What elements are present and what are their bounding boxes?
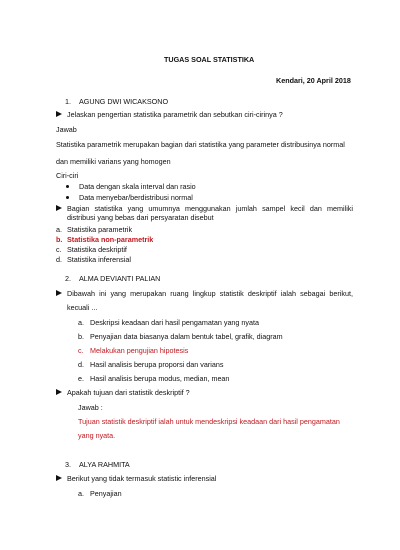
answer-1-line-2: dan memiliki varians yang homogen xyxy=(56,157,171,166)
option-marker: a. xyxy=(78,489,84,498)
section-1-question-2-line-2: distribusi yang bebas dari persyaratan disebut xyxy=(67,213,214,222)
document-title: TUGAS SOAL STATISTIKA xyxy=(164,55,255,64)
section-3-question-1: Berikut yang tidak termasuk statistic inferensial xyxy=(67,474,217,483)
section-2-number: 2. xyxy=(65,274,71,283)
answer-2-line-2: yang nyata. xyxy=(78,431,116,440)
option-e: Hasil analisis berupa modus, median, mean xyxy=(90,374,230,383)
document-date: Kendari, 20 April 2018 xyxy=(276,76,351,85)
option-marker: b. xyxy=(56,235,63,244)
answer-2-line-1: Tujuan statistik deskriptif ialah untuk mendeskripsi keadaan dari hasil pengamatan xyxy=(78,417,340,426)
option-d: Hasil analisis berupa proporsi dan varians xyxy=(90,360,224,369)
option-marker: c. xyxy=(56,245,62,254)
section-2-question-1-line-2: kecuali ... xyxy=(67,303,98,312)
characteristic-2: Data menyebar/berdistribusi normal xyxy=(79,193,193,202)
option-marker: b. xyxy=(78,332,84,341)
answer-1-line-1: Statistika parametrik merupakan bagian dari statistika yang parameter distribusinya normal xyxy=(56,140,345,149)
bullet-icon xyxy=(66,185,69,188)
answer-label: Jawab : xyxy=(78,403,103,412)
section-2-question-1-line-1: Dibawah ini yang merupakan ruang lingkup statistik deskriptif ialah sebagai berikut, xyxy=(67,289,353,298)
option-c-correct: Melakukan pengujian hipotesis xyxy=(90,346,189,355)
option-c: Statistika deskriptif xyxy=(67,245,127,254)
section-3-name: ALYA RAHMITA xyxy=(79,460,130,469)
section-1-name: AGUNG DWI WICAKSONO xyxy=(79,97,169,106)
arrow-bullet-icon xyxy=(56,111,62,117)
section-1-question-2-line-1: Bagian statistika yang umumnya menggunakan jumlah sampel kecil dan memiliki xyxy=(67,204,353,213)
option-b: Penyajian data biasanya dalam bentuk tabel, grafik, diagram xyxy=(90,332,283,341)
option-d: Statistika inferensial xyxy=(67,255,131,264)
arrow-bullet-icon xyxy=(56,389,62,395)
section-2-name: ALMA DEVIANTI PALIAN xyxy=(79,274,161,283)
section-3-number: 3. xyxy=(65,460,71,469)
section-1-number: 1. xyxy=(65,97,71,106)
characteristics-label: Ciri-ciri xyxy=(56,171,79,180)
bullet-icon xyxy=(66,196,69,199)
option-b-correct: Statistika non-parametrik xyxy=(67,235,154,244)
option-a: Penyajian xyxy=(90,489,122,498)
arrow-bullet-icon xyxy=(56,475,62,481)
option-a: Deskripsi keadaan dari hasil pengamatan yang nyata xyxy=(90,318,260,327)
characteristic-1: Data dengan skala interval dan rasio xyxy=(79,182,196,191)
option-marker: a. xyxy=(78,318,84,327)
option-marker: d. xyxy=(56,255,62,264)
option-a: Statistika parametrik xyxy=(67,225,133,234)
arrow-bullet-icon xyxy=(56,205,62,211)
option-marker: a. xyxy=(56,225,62,234)
option-marker: c. xyxy=(78,346,84,355)
arrow-bullet-icon xyxy=(56,290,62,296)
option-marker: d. xyxy=(78,360,84,369)
option-marker: e. xyxy=(78,374,84,383)
section-2-question-2: Apakah tujuan dari statistik deskriptif ? xyxy=(67,388,190,397)
section-1-question-1: Jelaskan pengertian statistika parametrik dan sebutkan ciri-cirinya ? xyxy=(67,110,283,119)
answer-label: Jawab xyxy=(56,125,77,134)
